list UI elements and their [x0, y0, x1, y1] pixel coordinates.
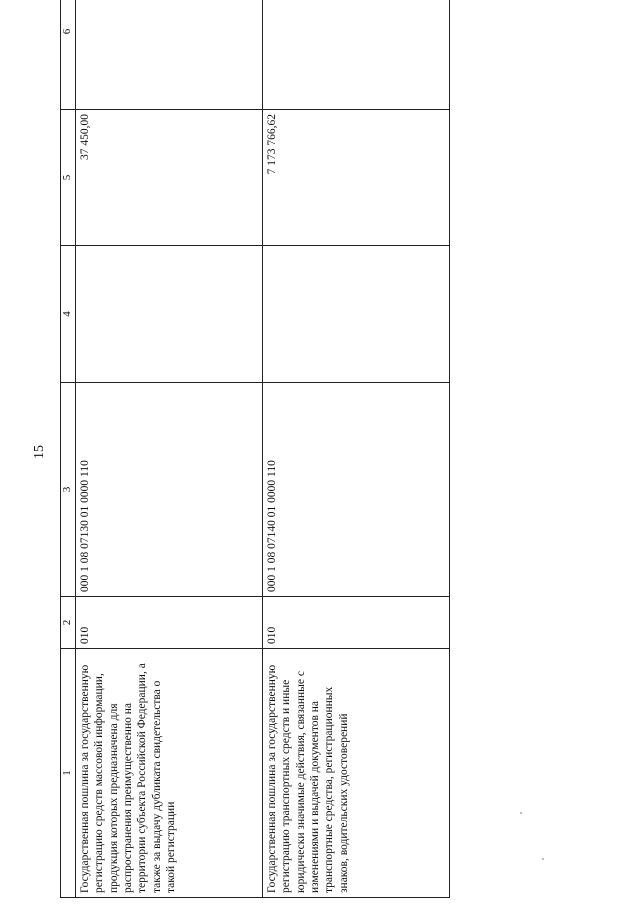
- header-col-4: 4: [61, 246, 76, 383]
- header-col-6: 6: [61, 0, 76, 110]
- header-col-2: 2: [61, 597, 76, 649]
- row-kbk-cell: 000 1 08 07140 01 0000 110: [262, 383, 449, 597]
- page-number: 15: [32, 445, 47, 459]
- rotated-table-container: [60, 8, 445, 898]
- header-col-1: 1: [61, 649, 76, 898]
- row-kbk-cell: 000 1 08 07130 01 0000 110: [75, 383, 262, 597]
- row-line-code-cell: 010: [262, 597, 449, 649]
- row-col4-cell: [75, 246, 262, 383]
- table-header-row: [61, 0, 76, 898]
- row-col6-cell: [262, 0, 449, 110]
- header-col-5: 5: [61, 110, 76, 246]
- scan-speck: [542, 858, 544, 860]
- scan-speck: [520, 812, 522, 814]
- row-name-cell: Государственная пошлина за государственную регистрацию транспортных средств и иные юридически значимые действия, связанные с изменениями и выдачей документов на транспортные средства, регистрационных знаков, водительских удостоверений: [262, 649, 449, 898]
- table-row: [262, 0, 449, 898]
- row-col6-cell: [75, 0, 262, 110]
- header-col-3: 3: [61, 383, 76, 597]
- row-col4-cell: [262, 246, 449, 383]
- row-line-code-cell: 010: [75, 597, 262, 649]
- row-name-cell: Государственная пошлина за государственную регистрацию средств массовой информации, продукция которых предназначена для распространения преимущественно на территории субъекта Российской Федерации, а также за выдачу дубликата свидетельства о такой регистрации: [75, 649, 262, 898]
- table-row: [75, 0, 262, 898]
- row-amount-cell: 7 173 766,62: [262, 110, 449, 246]
- revenue-table: [60, 0, 450, 898]
- row-amount-cell: 37 450,00: [75, 110, 262, 246]
